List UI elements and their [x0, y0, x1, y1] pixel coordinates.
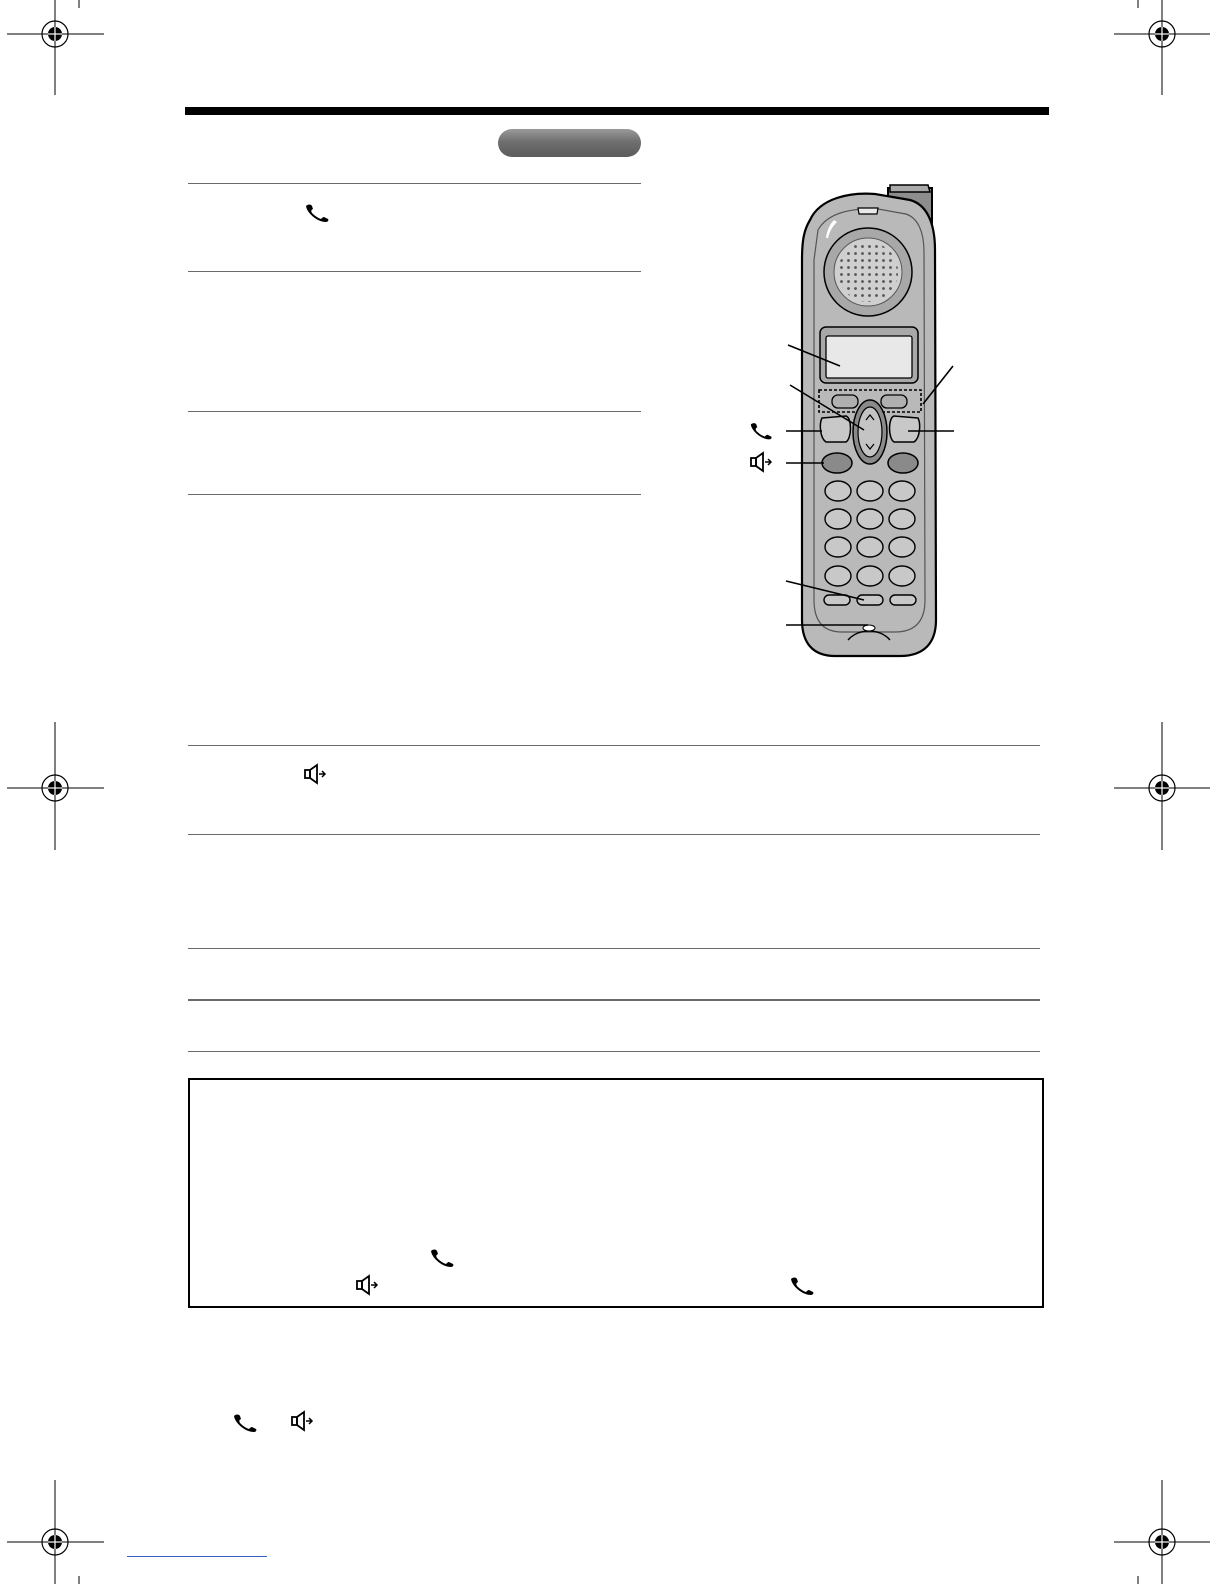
crosshair-registration-icon	[1114, 0, 1224, 100]
crosshair-registration-icon	[0, 1480, 110, 1584]
section-tab	[498, 129, 641, 157]
page-header-rule	[185, 107, 1049, 115]
note-box	[188, 1078, 1044, 1308]
crosshair-registration-icon	[1114, 1480, 1224, 1584]
crosshair-registration-icon	[0, 722, 110, 852]
step-divider	[188, 948, 1040, 949]
talk-handset-icon	[788, 1276, 816, 1296]
step-divider	[188, 834, 1040, 835]
talk-handset-icon	[231, 1413, 259, 1433]
speakerphone-icon	[290, 1410, 314, 1432]
talk-handset-icon	[428, 1248, 456, 1268]
step-divider	[188, 271, 641, 272]
step-divider	[188, 999, 1040, 1001]
speakerphone-icon	[749, 451, 773, 473]
speakerphone-icon	[303, 763, 327, 785]
speakerphone-icon	[355, 1274, 379, 1296]
crosshair-registration-icon	[0, 0, 110, 100]
crosshair-registration-icon	[1114, 722, 1224, 852]
talk-handset-icon	[748, 421, 774, 441]
step-divider	[188, 745, 1040, 746]
talk-handset-icon	[303, 203, 331, 223]
handset-illustration	[740, 180, 970, 665]
step-divider	[188, 1051, 1040, 1052]
step-divider	[188, 494, 641, 495]
footer-link[interactable]	[127, 1556, 267, 1557]
step-divider	[188, 411, 641, 412]
step-divider	[188, 183, 641, 184]
